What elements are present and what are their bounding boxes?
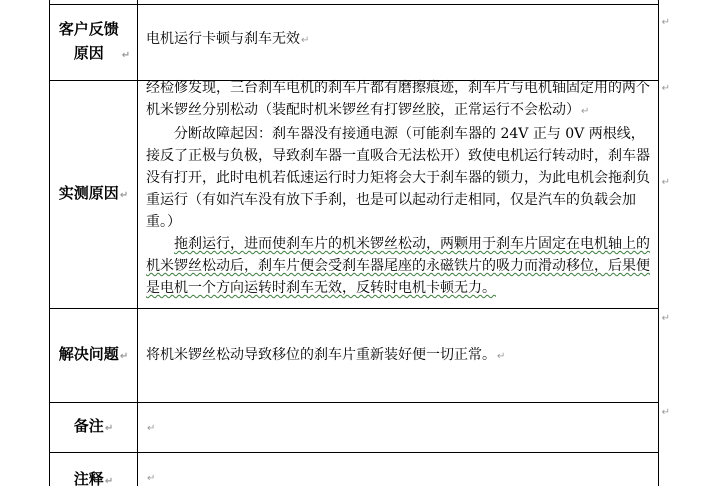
measured-cause-text-2: 分断故障起因：刹车器没有接通电源（可能刹车器的 24V 正与 0V 两根线，接反了正极与负极，导致刹车器一直吸合无法松开）致使电机运行转动时，刹车器没有打开，此时电机若低速运行时力矩将会大于刹车器的锁力，为此电机会拖刹负重运行（有如汽车没有放下手刹，也是可以起动行走相同，仅是汽车的负载会加重。） <box>146 126 650 230</box>
table-row-measured-cause <box>50 80 670 309</box>
table-row-notes <box>50 403 670 453</box>
label-cell <box>50 0 138 4</box>
label-cell <box>50 5 138 80</box>
measured-cause-text-3: 拖刹运行，进而使刹车片的机米锣丝松动，两颗用于刹车片固定在电机轴上的机米锣丝松动后，刹车片便会受刹车器尾座的永磁铁片的吸力而滑动移位，后果便是电机一个方向运转时刹车无效，反转时电机卡顿无力。 <box>146 236 650 296</box>
paragraph-mark: ↵ <box>119 190 129 201</box>
table-row-solution <box>50 309 670 403</box>
content-cell <box>138 81 658 308</box>
label-text: 注释 <box>73 470 104 486</box>
paragraph-mark: ↵ <box>104 476 114 486</box>
paragraph-mark: ↵ <box>301 34 310 46</box>
table-row-customer-feedback <box>50 5 670 81</box>
content-cell <box>138 403 658 452</box>
paragraph-mark: ↵ <box>147 473 156 484</box>
row-end-mark: ↵ <box>661 177 670 188</box>
annotation-text <box>146 466 652 486</box>
label-text: 实测原因 <box>58 184 119 202</box>
label-notes <box>74 414 113 441</box>
label-measured-cause <box>59 181 128 208</box>
customer-feedback-value: 电机运行卡顿与刹车无效 <box>146 30 300 47</box>
paragraph-mark: ↵ <box>104 423 114 434</box>
label-annotation <box>74 467 113 486</box>
row-end-mark: ↵ <box>661 83 670 94</box>
label-text: 解决问题 <box>58 345 119 363</box>
report-table <box>49 0 670 486</box>
label-cell <box>50 81 138 308</box>
customer-feedback-text <box>146 28 309 52</box>
label-text: 客户反馈原因 <box>58 20 119 62</box>
label-customer-feedback <box>57 17 130 68</box>
paragraph-mark: ↵ <box>121 50 131 61</box>
content-cell <box>138 5 658 80</box>
notes-text <box>146 416 155 440</box>
label-cell <box>50 309 138 402</box>
solution-value: 将机米锣丝松动导致移位的刹车片重新装好便一切正常。 <box>146 346 496 363</box>
solution-text <box>146 344 505 368</box>
row-end-mark: ↵ <box>661 313 670 324</box>
label-cell <box>50 453 138 486</box>
row-end-mark: ↵ <box>661 17 670 28</box>
measured-cause-paragraph-2 <box>146 123 652 233</box>
content-cell <box>138 309 658 402</box>
measured-cause-paragraph-3 <box>146 233 652 299</box>
measured-cause-text-1: 经检修发现，三台刹车电机的刹车片都有磨擦痕迹，刹车片与电机轴固定用的两个机米锣丝分别松动（装配时机米锣丝有打锣丝胶，正常运行不会松动） <box>146 80 650 118</box>
paragraph-mark: ↵ <box>119 351 129 362</box>
row-end-mark: ↵ <box>661 407 670 418</box>
paragraph-mark: ↵ <box>581 106 590 117</box>
label-solution <box>59 342 128 369</box>
content-cell <box>138 0 658 4</box>
measured-cause-paragraph-1 <box>146 77 652 123</box>
table-row-annotation <box>50 453 658 486</box>
label-text: 备注 <box>73 417 104 435</box>
paragraph-mark: ↵ <box>147 422 156 434</box>
paragraph-mark: ↵ <box>497 350 506 362</box>
content-cell <box>138 453 658 486</box>
label-cell <box>50 403 138 452</box>
